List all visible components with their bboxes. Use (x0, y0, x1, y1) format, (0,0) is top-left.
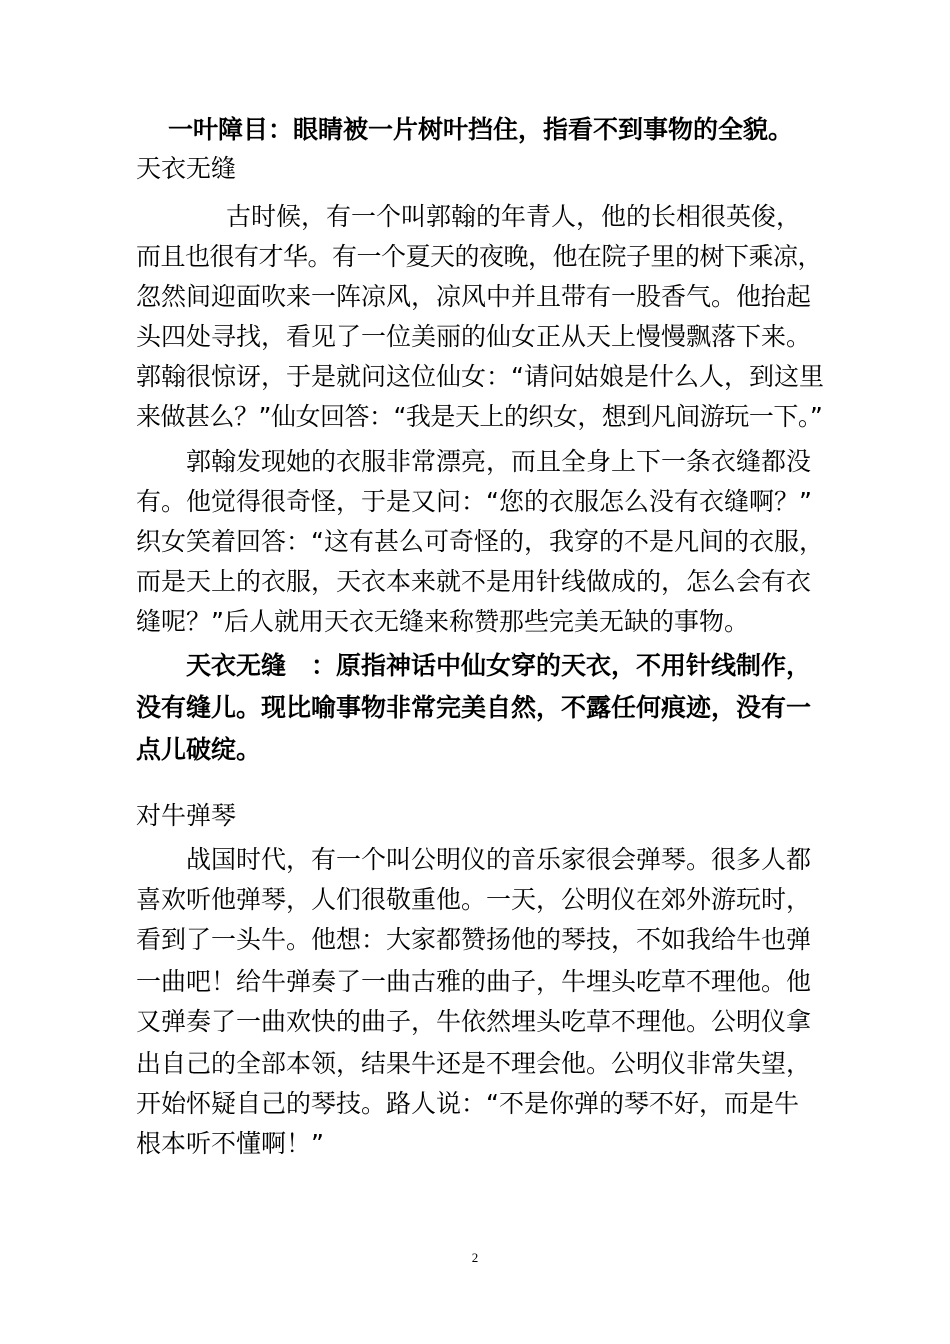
paragraph-line: 郭翰发现她的衣服非常漂亮，而且全身上下一条衣缝都没 (186, 447, 812, 476)
paragraph-line: 头四处寻找，看见了一位美丽的仙女正从天上慢慢飘落下来。 (136, 322, 812, 351)
paragraph-line: 根本听不懂啊！” (136, 1129, 324, 1158)
section-title-duiniu: 对牛弹琴 (136, 801, 237, 830)
paragraph-line: 又弹奏了一曲欢快的曲子，牛依然埋头吃草不理他。公明仪拿 (136, 1007, 812, 1036)
paragraph-line: 郭翰很惊讶，于是就问这位仙女：“请问姑娘是什么人，到这里 (136, 362, 824, 391)
idiom-definition-tianyi: 点儿破绽。 (136, 735, 262, 764)
paragraph-line: 战国时代，有一个叫公明仪的音乐家很会弹琴。很多人都 (186, 845, 812, 874)
paragraph-line: 而是天上的衣服，天衣本来就不是用针线做成的，怎么会有衣 (136, 567, 812, 596)
paragraph-line: 看到了一头牛。他想：大家都赞扬他的琴技，不如我给牛也弹 (136, 925, 812, 954)
paragraph-line: 开始怀疑自己的琴技。路人说：“不是你弹的琴不好，而是牛 (136, 1089, 799, 1118)
page-number: 2 (471, 1250, 479, 1265)
paragraph-line: 古时候，有一个叫郭翰的年青人，他的长相很英俊， (226, 202, 802, 231)
idiom-definition-tianyi: 天衣无缝 ：原指神话中仙女穿的天衣，不用针线制作， (186, 651, 812, 680)
paragraph-line: 喜欢听他弹琴，人们很敬重他。一天，公明仪在郊外游玩时， (136, 885, 812, 914)
section-title-tianyi: 天衣无缝 (136, 154, 237, 183)
idiom-definition-tianyi: 没有缝儿。现比喻事物非常完美自然，不露任何痕迹，没有一 (136, 693, 812, 722)
idiom-definition-yiye: 一叶障目：眼睛被一片树叶挡住，指看不到事物的全貌。 (168, 115, 794, 144)
paragraph-line: 有。他觉得很奇怪，于是又问：“您的衣服怎么没有衣缝啊？” (136, 487, 812, 516)
paragraph-line: 缝呢？”后人就用天衣无缝来称赞那些完美无缺的事物。 (136, 607, 749, 636)
paragraph-line: 忽然间迎面吹来一阵凉风，凉风中并且带有一股香气。他抬起 (136, 282, 812, 311)
paragraph-line: 织女笑着回答：“这有甚么可奇怪的，我穿的不是凡间的衣服， (136, 527, 824, 556)
paragraph-line: 来做甚么？”仙女回答：“我是天上的织女，想到凡间游玩一下。” (136, 402, 823, 431)
paragraph-line: 而且也很有才华。有一个夏天的夜晚，他在院子里的树下乘凉， (136, 242, 823, 271)
paragraph-line: 一曲吧！给牛弹奏了一曲古雅的曲子，牛埋头吃草不理他。他 (136, 967, 812, 996)
paragraph-line: 出自己的全部本领，结果牛还是不理会他。公明仪非常失望， (136, 1049, 812, 1078)
